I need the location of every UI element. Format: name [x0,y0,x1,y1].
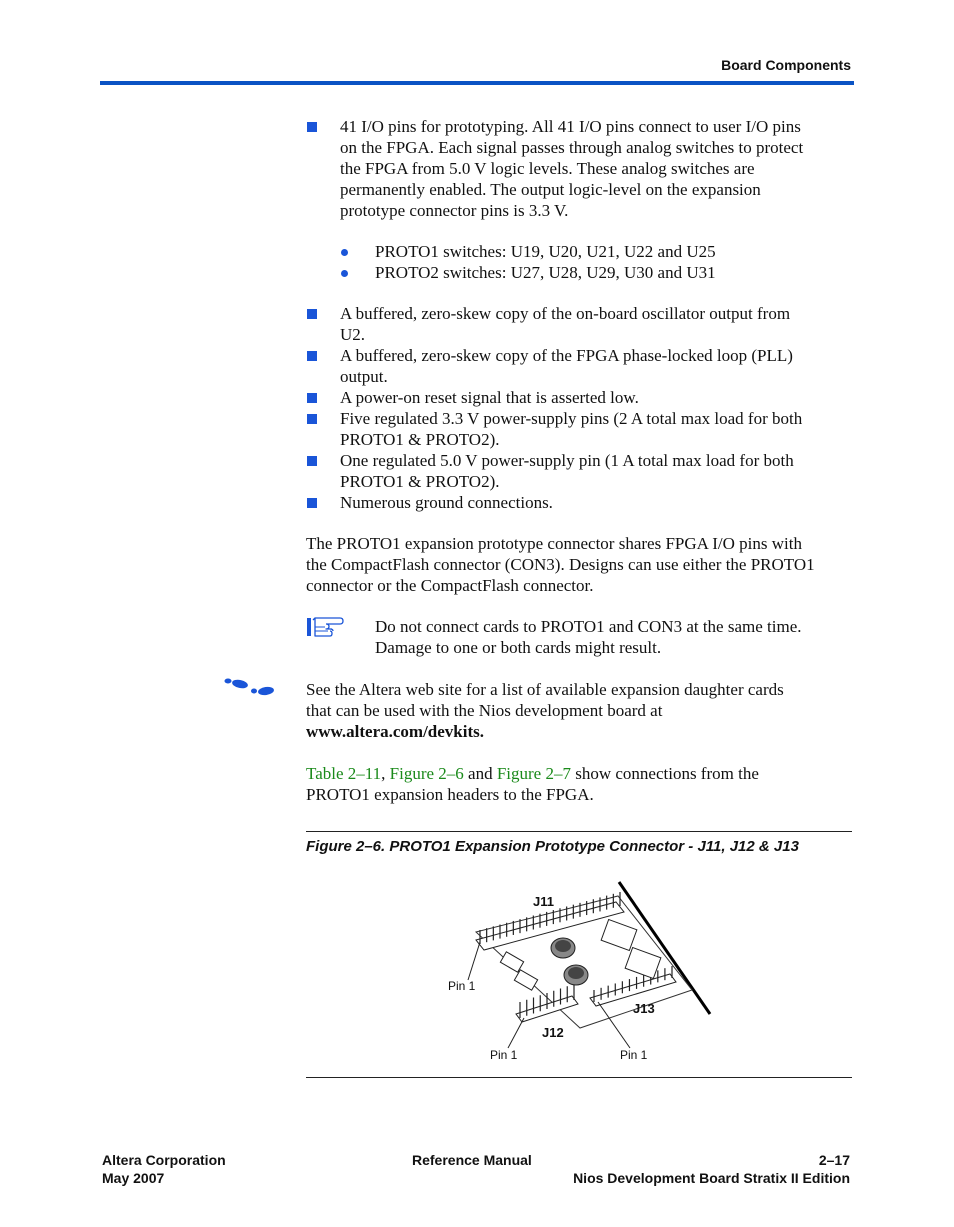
footnote-text [306,679,784,742]
bullet-item-5v-supply [340,450,794,492]
bullet-square [307,309,317,319]
text-line: Numerous ground connections. [340,493,553,512]
footprints-icon [222,675,276,697]
text-line: that can be used with the Nios development board at [306,701,663,720]
text-line: U2. [340,325,366,344]
text-line: the CompactFlash connector (CON3). Designs can use either the PROTO1 [306,555,815,574]
text-line: output. [340,367,388,386]
bullet-square [307,498,317,508]
bullet-item-3v3-supply [340,408,802,450]
label-pin1-j12: Pin 1 [490,1048,518,1062]
note-text [375,616,802,658]
text-line: Five regulated 3.3 V power-supply pins (2 A total max load for both [340,409,803,428]
text-line: The PROTO1 expansion prototype connector shares FPGA I/O pins with [306,534,802,553]
text-line: PROTO1 expansion headers to the FPGA. [306,785,594,804]
paragraph-compactflash [306,533,815,596]
text-line: 41 I/O pins for prototyping. All 41 I/O pins connect to user I/O pins [340,117,801,136]
sub-bullet-proto1: PROTO1 switches: U19, U20, U21, U22 and U25 [375,242,716,261]
text-line: A buffered, zero-skew copy of the on-board oscillator output from [340,304,791,323]
figure-top-rule [306,831,852,832]
link-table-2-11[interactable]: Table 2–11 [306,764,382,783]
text-run: show connections from the [570,764,759,783]
text-line: connector or the CompactFlash connector. [306,576,594,595]
text-line: the FPGA from 5.0 V logic levels. These analog switches are [340,159,755,178]
bullet-square [307,414,317,424]
text-separator: , [381,764,390,783]
text-line: PROTO1 & PROTO2). [340,472,500,491]
text-separator: and [463,764,497,783]
footer-company: Altera Corporation [102,1152,226,1168]
label-pin1-j13: Pin 1 [620,1048,648,1062]
footer-date: May 2007 [102,1170,165,1186]
label-j11: J11 [533,894,554,909]
bullet-square [307,393,317,403]
text-line: Damage to one or both cards might result. [375,638,662,657]
label-j13: J13 [633,1001,655,1016]
text-line: One regulated 5.0 V power-supply pin (1 A total max load for both [340,451,794,470]
bullet-item-io-pins [340,116,803,221]
link-figure-2-7[interactable]: Figure 2–7 [496,764,571,783]
connector-board-image [440,878,720,1068]
figure-bottom-rule [306,1077,852,1078]
text-line: on the FPGA. Each signal passes through analog switches to protect [340,138,804,157]
footer-doc-type: Reference Manual [412,1152,532,1168]
link-figure-2-6[interactable]: Figure 2–6 [389,764,464,783]
label-j12: J12 [542,1025,564,1040]
bullet-item-pll [340,345,793,387]
devkits-url[interactable]: www.altera.com/devkits. [306,722,485,741]
text-line: PROTO1 & PROTO2). [340,430,500,449]
bullet-square [307,122,317,132]
text-line: See the Altera web site for a list of available expansion daughter cards [306,680,784,699]
text-line: A power-on reset signal that is asserted low. [340,388,639,407]
bullet-item-oscillator [340,303,790,345]
bullet-item-ground [340,492,553,513]
pointing-hand-icon [306,614,344,640]
page-footer [0,1145,954,1195]
header-rule [100,81,854,85]
text-line: Do not connect cards to PROTO1 and CON3 at the same time. [375,617,802,636]
bullet-square [307,456,317,466]
text-line: A buffered, zero-skew copy of the FPGA phase-locked loop (PLL) [340,346,793,365]
footer-edition: Nios Development Board Stratix II Edition [573,1170,850,1186]
figure-caption: Figure 2–6. PROTO1 Expansion Prototype Connector - J11, J12 & J13 [306,838,799,855]
text-line [306,763,759,784]
bullet-item-reset [340,387,639,408]
text-line: prototype connector pins is 3.3 V. [340,201,569,220]
bullet-dot [341,249,348,256]
label-pin1-j11: Pin 1 [448,979,476,993]
bullet-dot [341,270,348,277]
header-section-title: Board Components [721,57,851,73]
bullet-square [307,351,317,361]
sub-bullet-proto2: PROTO2 switches: U27, U28, U29, U30 and U31 [375,263,716,282]
text-line: permanently enabled. The output logic-level on the expansion [340,180,761,199]
paragraph-connections [306,763,759,805]
page-header [0,0,954,90]
footer-page-number: 2–17 [818,1152,850,1168]
